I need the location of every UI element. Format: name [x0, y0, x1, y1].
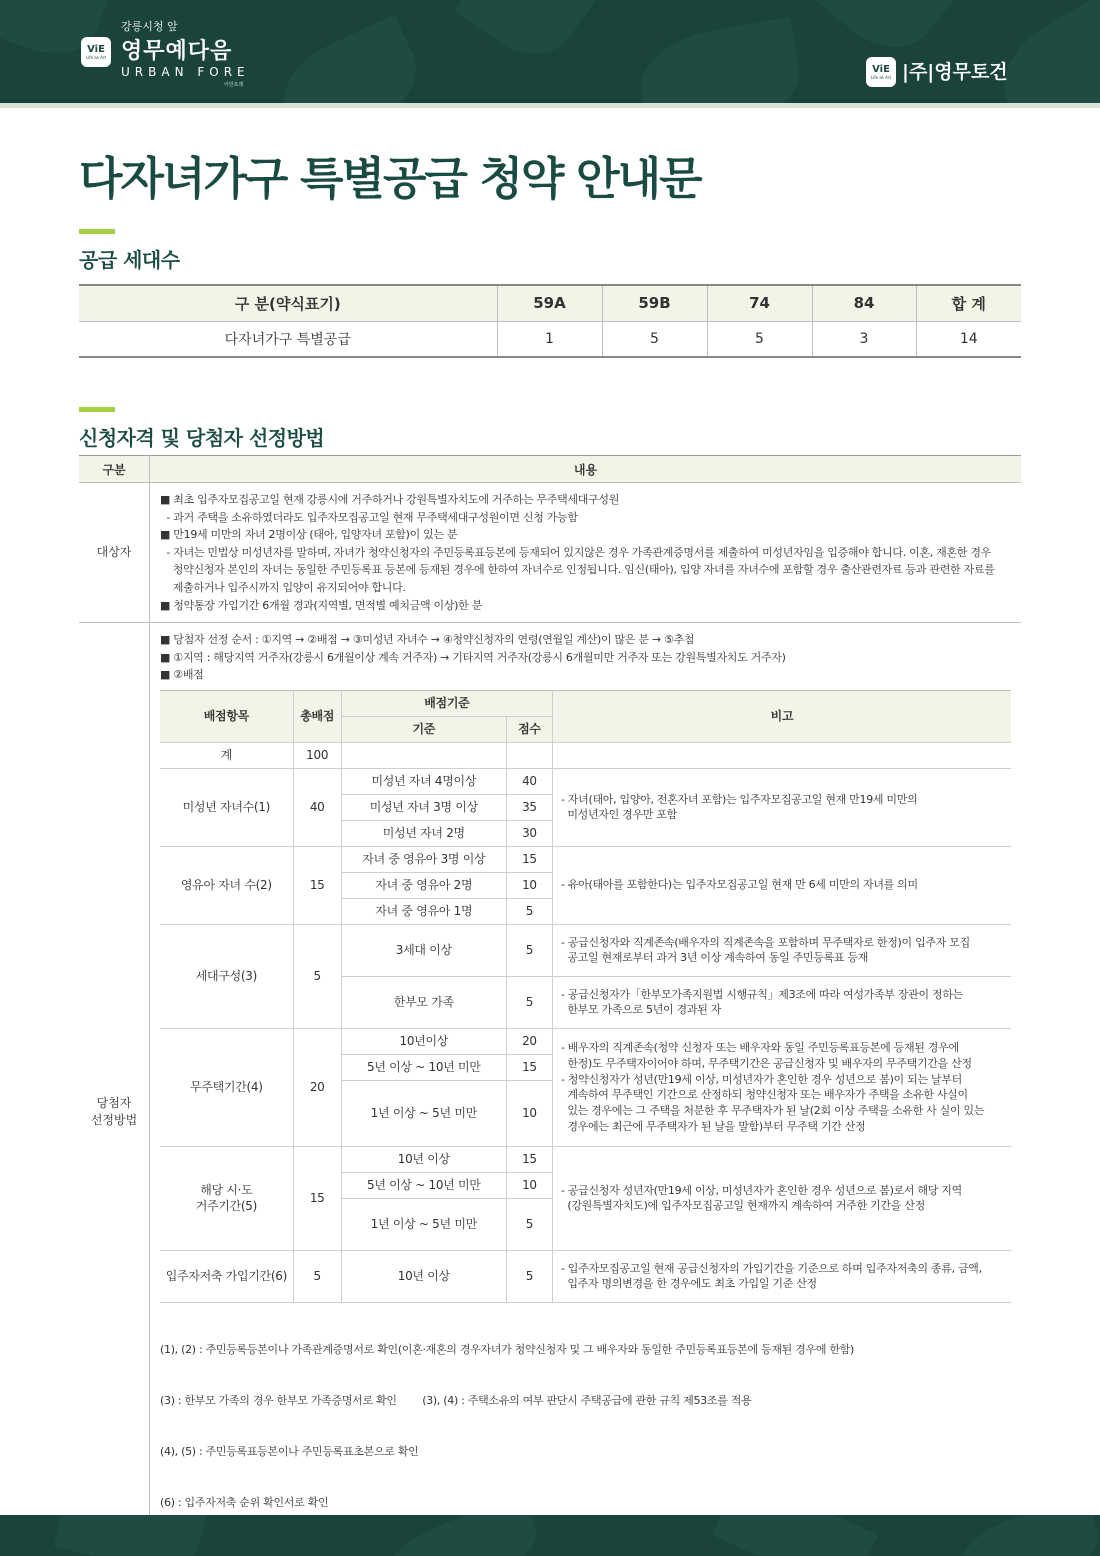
- score-criteria: 5년 이상 ~ 10년 미만: [341, 1172, 506, 1198]
- table-row: [160, 1250, 1011, 1302]
- score-item: 영유아 자녀 수(2): [160, 846, 293, 924]
- eligible-line: ■ 만19세 미만의 자녀 2명이상 (태아, 입양자녀 포함)이 있는 분: [160, 528, 458, 542]
- score-criteria: 미성년 자녀 4명이상: [341, 768, 506, 794]
- col-header: 내용: [150, 456, 1022, 483]
- supply-table-header: [79, 285, 1021, 321]
- col-header: 구분: [79, 456, 150, 483]
- col-header: 배점항목: [160, 690, 293, 742]
- score-value: 10: [506, 1172, 552, 1198]
- eligible-line: 제출하거나 입주시까지 입양이 유지되어야 합니다.: [160, 580, 406, 594]
- table-cell: 1: [497, 321, 602, 357]
- vie-logo: ViE Life as Art: [81, 37, 111, 67]
- col-header: 84: [812, 285, 916, 321]
- score-value: 5: [506, 1198, 552, 1250]
- score-item: 세대구성(3): [160, 924, 293, 1028]
- selection-line: ■ 당첨자 선정 순서 : ①지역 → ②배점 → ③미성년 자녀수 → ④청약신청자의 연령(연월일 계산)이 많은 분 → ⑤추첨: [160, 633, 695, 647]
- leaf-decoration: [984, 0, 1100, 103]
- footnote-line: (6) : 입주자저축 순위 확인서로 확인: [160, 1496, 329, 1510]
- score-criteria: 미성년 자녀 2명: [341, 820, 506, 846]
- selection-line: ■ ①지역 : 해당지역 거주자(강릉시 6개월이상 계속 거주자) → 기타지역 거주자(강릉시 6개월미만 거주자 또는 강원특별자치도 거주자): [160, 650, 786, 664]
- col-header: 배점기준: [341, 690, 552, 716]
- score-item: 무주택기간(4): [160, 1028, 293, 1146]
- eligible-row: [79, 483, 1021, 623]
- brand-small: 어반포레: [224, 82, 244, 88]
- footnote-line: (3) : 한부모 가족의 경우 한부모 가족증명서로 확인 (3), (4) : 주택소유의 여부 판단시 주택공급에 관한 규칙 제53조를 적용: [160, 1394, 752, 1408]
- footnote-line: (4), (5) : 주민등록표등본이나 주민등록표초본으로 확인: [160, 1445, 419, 1459]
- score-value: [506, 742, 552, 768]
- score-criteria: 자녀 중 영유아 1명: [341, 898, 506, 924]
- table-row: [160, 1028, 1011, 1054]
- footnote-line: (1), (2) : 주민등록등본이나 가족관계증명서로 확인(이혼·재혼의 경우자녀가 청약신청자 및 그 배우자와 동일한 주민등록표등본에 등재된 경우에 한함): [160, 1343, 854, 1357]
- header-divider: [0, 103, 1100, 108]
- leaf-decoration: [633, 17, 808, 103]
- col-header: 비고: [552, 690, 1011, 742]
- leaf-decoration: [268, 15, 433, 103]
- page-title: 다자녀가구 특별공급 청약 안내문: [79, 152, 701, 205]
- footer-banner: [0, 1515, 1100, 1556]
- leaf-decoration: [454, 0, 596, 73]
- table-cell: 14: [959, 330, 978, 347]
- score-value: 5: [506, 976, 552, 1028]
- company-name: |주|영무토건: [902, 61, 1008, 83]
- section-accent-bar: [79, 407, 115, 412]
- score-criteria: 10년 이상: [341, 1250, 506, 1302]
- vie-logo-right: ViE Life as Art: [866, 57, 896, 87]
- score-note: - 배우자의 직계존속(청약 신청자 또는 배우자와 동일 주민등록표등본에 등재된 경우에 한정)도 무주택자이어야 하며, 무주택기간은 공급신청자 및 배우자의 무주택기간을 산정 - 청약신청자가 성년(만19세 이상, 미성년자가 혼인한 경우 성년으로 봄)이 되는 날부터 계속하여 무주택인 기간으로 산정하되 청약신청자 또는 배우자가 주택을 소유한 사실이 있는 경우에는 그 주택을 처분한 후 무주택자가 된 날(2회 이상 주택을 소유한 사 실이 있는 경우에는 최근에 무주택자가 된 날을 말함)부터 무주택 기간 산정: [552, 1028, 1011, 1146]
- score-value: 5: [506, 1250, 552, 1302]
- eligible-line: ■ 청약통장 가입기간 6개월 경과(지역별, 면적별 예치금액 이상)한 분: [160, 598, 483, 612]
- score-value: 10: [506, 872, 552, 898]
- table-row: [160, 768, 1011, 794]
- leaf-decoration: [712, 1515, 878, 1556]
- brand-english: URBAN FORE: [121, 65, 250, 79]
- selection-line: ■ ②배점: [160, 668, 204, 682]
- selection-row: [79, 623, 1021, 1556]
- score-value: 30: [506, 820, 552, 846]
- score-value: 15: [506, 846, 552, 872]
- score-criteria: 5년 이상 ~ 10년 미만: [341, 1054, 506, 1080]
- score-total: 15: [293, 846, 341, 924]
- section-accent-bar: [79, 229, 115, 234]
- score-criteria: 자녀 중 영유아 2명: [341, 872, 506, 898]
- score-value: 15: [506, 1146, 552, 1172]
- score-total: 100: [293, 742, 341, 768]
- header-subtitle: 강릉시청 앞: [121, 20, 178, 33]
- col-header: 기준: [341, 716, 506, 742]
- section-title-supply: 공급 세대수: [79, 248, 180, 272]
- score-note: - 공급신청자 성년자(만19세 이상, 미성년자가 혼인한 경우 성년으로 봄)로서 해당 지역 (강원특별자치도)에 입주자모집공고일 현재까지 계속하여 거주한 기간을 산정: [552, 1146, 1011, 1250]
- table-row: [79, 321, 1021, 357]
- score-table: [160, 690, 1011, 1303]
- score-item: 미성년 자녀수(1): [160, 768, 293, 846]
- eligible-line: - 과거 주택을 소유하였더라도 입주자모집공고일 현재 무주택세대구성원이면 신청 가능함: [160, 510, 578, 524]
- score-value: 20: [506, 1028, 552, 1054]
- table-row: [160, 846, 1011, 872]
- section-title-eligibility: 신청자격 및 당첨자 선정방법: [79, 426, 325, 450]
- score-criteria: 1년 이상 ~ 5년 미만: [341, 1198, 506, 1250]
- score-total: 5: [293, 924, 341, 1028]
- table-cell: 5: [707, 321, 812, 357]
- score-note: - 공급신청자와 직계존속(배우자의 직계존속을 포함하며 무주택자로 한정)이 입주자 모집 공고일 현재로부터 과거 3년 이상 계속하여 동일 주민등록표 등재: [552, 924, 1011, 976]
- score-criteria: 10년 이상: [341, 1146, 506, 1172]
- table-row: [160, 924, 1011, 976]
- score-criteria: 1년 이상 ~ 5년 미만: [341, 1080, 506, 1146]
- supply-table: [79, 284, 1021, 358]
- eligible-content: [150, 483, 1022, 623]
- score-note: - 유아(태아를 포함한다)는 입주자모집공고일 현재 만 6세 미만의 자녀를 의미: [552, 846, 1011, 924]
- eligible-line: 청약신청자 본인의 자녀는 동일한 주민등록표 등본에 등재된 경우에 한하여 자녀수로 인정됩니다. 임신(태아), 입양 자녀를 자녀수에 포함할 경우 출산관련자료 등과 관련한 자료를: [160, 563, 995, 577]
- score-note: - 자녀(태아, 입양아, 전혼자녀 포함)는 입주자모집공고일 현재 만19세 미만의 미성년자인 경우만 포함: [552, 768, 1011, 846]
- score-criteria: 3세대 이상: [341, 924, 506, 976]
- selection-label: 당첨자 선정방법: [79, 623, 150, 1556]
- col-header: 점수: [506, 716, 552, 742]
- score-total: 40: [293, 768, 341, 846]
- score-value: 5: [506, 924, 552, 976]
- col-header: 구 분(약식표기): [79, 285, 497, 321]
- table-row: [160, 742, 1011, 768]
- header-banner: [0, 0, 1100, 103]
- score-total: 15: [293, 1146, 341, 1250]
- score-total: 20: [293, 1028, 341, 1146]
- score-value: 5: [506, 898, 552, 924]
- score-value: 10: [506, 1080, 552, 1146]
- leaf-decoration: [373, 1515, 547, 1556]
- brand-name: 영무예다음: [121, 39, 233, 64]
- table-cell: 5: [602, 321, 707, 357]
- col-header: 74: [707, 285, 812, 321]
- table-cell: 다자녀가구 특별공급: [79, 321, 497, 357]
- score-item: 해당 시·도 거주기간(5): [160, 1146, 293, 1250]
- leaf-decoration: [953, 1515, 1100, 1556]
- score-value: 15: [506, 1054, 552, 1080]
- score-note: [552, 742, 1011, 768]
- table-row: [160, 1146, 1011, 1172]
- score-item: 계: [160, 742, 293, 768]
- eligible-label: 대상자: [79, 483, 150, 623]
- eligibility-table: [79, 455, 1021, 1556]
- col-header: 59A: [497, 285, 602, 321]
- col-header: 59B: [602, 285, 707, 321]
- col-header: 총배점: [293, 690, 341, 742]
- score-total: 5: [293, 1250, 341, 1302]
- score-note: - 공급신청자가「한부모가족지원법 시행규칙」제3조에 따라 여성가족부 장관이 정하는 한부모 가족으로 5년이 경과된 자: [552, 976, 1011, 1028]
- score-criteria: 10년이상: [341, 1028, 506, 1054]
- score-criteria: 한부모 가족: [341, 976, 506, 1028]
- selection-content: [150, 623, 1022, 1556]
- score-criteria: 자녀 중 영유아 3명 이상: [341, 846, 506, 872]
- score-criteria: [341, 742, 506, 768]
- score-value: 35: [506, 794, 552, 820]
- col-header: 합 계: [916, 285, 1021, 321]
- leaf-decoration: [53, 1515, 206, 1556]
- table-cell: 3: [812, 321, 916, 357]
- eligible-line: ■ 최초 입주자모집공고일 현재 강릉시에 거주하거나 강원특별자치도에 거주하는 무주택세대구성원: [160, 493, 620, 506]
- score-item: 입주자저축 가입기간(6): [160, 1250, 293, 1302]
- score-value: 40: [506, 768, 552, 794]
- eligible-line: - 자녀는 민법상 미성년자를 말하며, 자녀가 청약신청자의 주민등록표등본에 등재되어 있지않은 경우 가족관계증명서를 제출하여 미성년자임을 입증해야 합니다. 이혼, 재혼한 경우: [160, 545, 991, 559]
- score-note: - 입주자모집공고일 현재 공급신청자의 가입기간을 기준으로 하며 입주자저축의 종류, 금액, 입주자 명의변경을 한 경우에도 최초 가입일 기준 산정: [552, 1250, 1011, 1302]
- score-criteria: 미성년 자녀 3명 이상: [341, 794, 506, 820]
